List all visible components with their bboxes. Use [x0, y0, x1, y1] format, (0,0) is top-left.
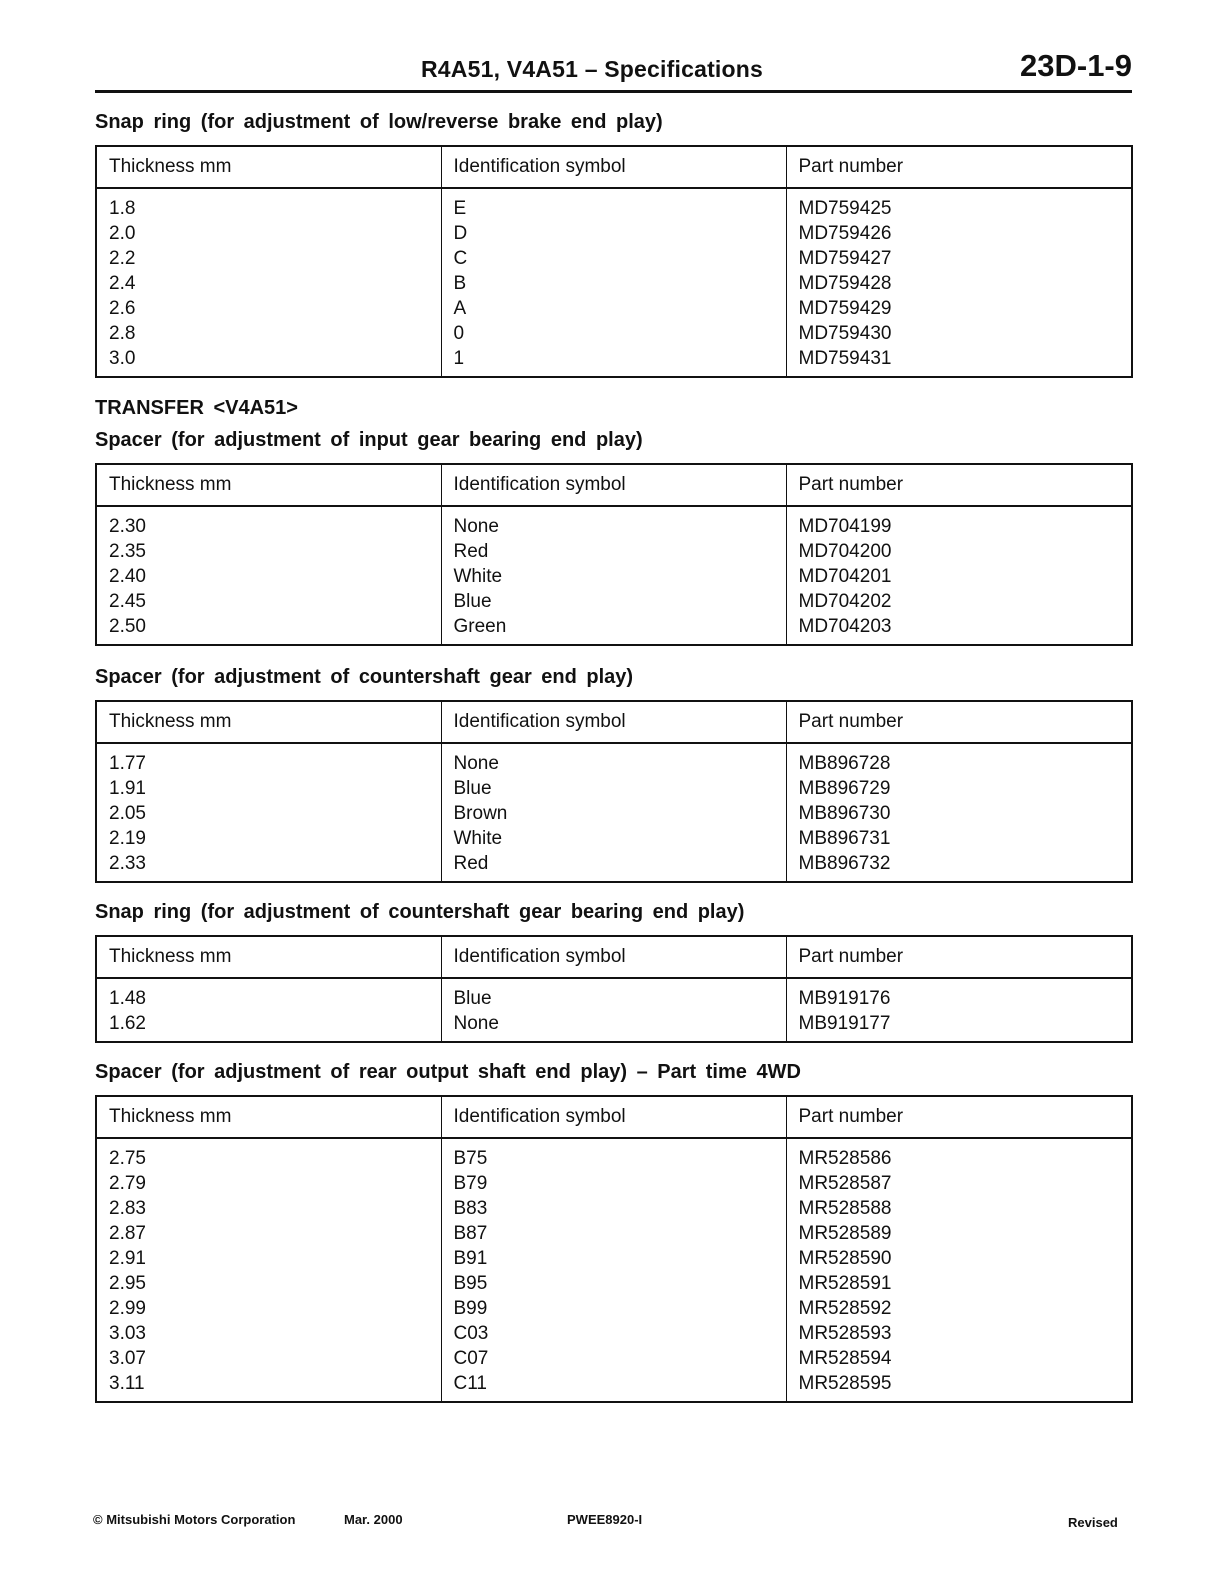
identification-symbol-cell: C07 [441, 1346, 786, 1371]
part-number-cell: MD759426 [786, 221, 1132, 246]
identification-symbol-cell: Red [441, 539, 786, 564]
identification-symbol-cell: B87 [441, 1221, 786, 1246]
page-number: 23D-1-9 [1020, 48, 1132, 83]
identification-symbol-cell: A [441, 296, 786, 321]
identification-symbol-cell: None [441, 743, 786, 776]
section-title-countershaft-bearing-snap-ring: Snap ring (for adjustment of countershaft gear bearing end play) [95, 901, 745, 923]
footer-doc-code: PWEE8920-I [567, 1512, 643, 1527]
thickness-cell: 2.05 [96, 801, 441, 826]
column-header-thickness: Thickness mm [96, 146, 441, 188]
thickness-cell: 2.79 [96, 1171, 441, 1196]
part-number-cell: MR528592 [786, 1296, 1132, 1321]
part-number-cell: MR528594 [786, 1346, 1132, 1371]
identification-symbol-cell: Green [441, 614, 786, 645]
section-title-countershaft-spacer: Spacer (for adjustment of countershaft gear end play) [95, 666, 634, 688]
identification-symbol-cell: B79 [441, 1171, 786, 1196]
table-row [96, 246, 1132, 271]
column-header-thickness: Thickness mm [96, 464, 441, 506]
part-number-cell: MB896730 [786, 801, 1132, 826]
document-title: R4A51, V4A51 – Specifications [421, 56, 764, 82]
identification-symbol-cell: Blue [441, 589, 786, 614]
identification-symbol-cell: B83 [441, 1196, 786, 1221]
identification-symbol-cell: None [441, 1011, 786, 1042]
table-row [96, 614, 1132, 645]
table-row [96, 1171, 1132, 1196]
identification-symbol-cell: White [441, 564, 786, 589]
part-number-cell: MB896731 [786, 826, 1132, 851]
part-number-cell: MD759431 [786, 346, 1132, 377]
part-number-cell: MD759425 [786, 188, 1132, 221]
part-number-cell: MD704200 [786, 539, 1132, 564]
table-row [96, 1321, 1132, 1346]
part-number-cell: MR528589 [786, 1221, 1132, 1246]
part-number-cell: MD704201 [786, 564, 1132, 589]
part-number-cell: MB919177 [786, 1011, 1132, 1042]
column-header-part-number: Part number [786, 464, 1132, 506]
table-row [96, 321, 1132, 346]
table-row [96, 296, 1132, 321]
thickness-cell: 1.77 [96, 743, 441, 776]
thickness-cell: 1.8 [96, 188, 441, 221]
identification-symbol-cell: Red [441, 851, 786, 882]
table-row [96, 1296, 1132, 1321]
part-number-cell: MD759427 [786, 246, 1132, 271]
thickness-cell: 2.75 [96, 1138, 441, 1171]
identification-symbol-cell: B95 [441, 1271, 786, 1296]
table-row [96, 539, 1132, 564]
thickness-cell: 2.0 [96, 221, 441, 246]
identification-symbol-cell: B99 [441, 1296, 786, 1321]
thickness-cell: 2.40 [96, 564, 441, 589]
thickness-cell: 2.30 [96, 506, 441, 539]
thickness-cell: 2.99 [96, 1296, 441, 1321]
column-header-identification: Identification symbol [441, 1096, 786, 1138]
section-title-rear-output-shaft-spacer: Spacer (for adjustment of rear output shaft end play) – Part time 4WD [95, 1061, 801, 1083]
section-title-input-gear-spacer: Spacer (for adjustment of input gear bearing end play) [95, 429, 643, 451]
column-header-identification: Identification symbol [441, 146, 786, 188]
part-number-cell: MD704202 [786, 589, 1132, 614]
identification-symbol-cell: 0 [441, 321, 786, 346]
table-row [96, 564, 1132, 589]
table-row [96, 188, 1132, 221]
footer-status: Revised [1068, 1515, 1118, 1530]
table-row [96, 1346, 1132, 1371]
thickness-cell: 2.6 [96, 296, 441, 321]
thickness-cell: 2.19 [96, 826, 441, 851]
thickness-cell: 2.91 [96, 1246, 441, 1271]
part-number-cell: MB896728 [786, 743, 1132, 776]
table-row [96, 801, 1132, 826]
column-header-identification: Identification symbol [441, 464, 786, 506]
group-title-transfer: TRANSFER <V4A51> [95, 397, 298, 419]
part-number-cell: MD759429 [786, 296, 1132, 321]
table-row [96, 743, 1132, 776]
table-row [96, 826, 1132, 851]
part-number-cell: MB919176 [786, 978, 1132, 1011]
table-row [96, 1246, 1132, 1271]
part-number-cell: MD759428 [786, 271, 1132, 296]
thickness-cell: 1.62 [96, 1011, 441, 1042]
thickness-cell: 3.03 [96, 1321, 441, 1346]
column-header-identification: Identification symbol [441, 701, 786, 743]
column-header-identification: Identification symbol [441, 936, 786, 978]
identification-symbol-cell: Brown [441, 801, 786, 826]
column-header-thickness: Thickness mm [96, 936, 441, 978]
spec-table-rear-output-shaft-spacer [95, 1095, 1133, 1403]
part-number-cell: MR528590 [786, 1246, 1132, 1271]
identification-symbol-cell: 1 [441, 346, 786, 377]
table-row [96, 978, 1132, 1011]
thickness-cell: 1.91 [96, 776, 441, 801]
section-title-low-reverse-snap-ring: Snap ring (for adjustment of low/reverse brake end play) [95, 111, 663, 133]
thickness-cell: 2.45 [96, 589, 441, 614]
thickness-cell: 1.48 [96, 978, 441, 1011]
thickness-cell: 3.11 [96, 1371, 441, 1402]
table-row [96, 1138, 1132, 1171]
part-number-cell: MB896732 [786, 851, 1132, 882]
part-number-cell: MB896729 [786, 776, 1132, 801]
column-header-thickness: Thickness mm [96, 1096, 441, 1138]
spec-table-countershaft-bearing-snap-ring [95, 935, 1133, 1043]
thickness-cell: 2.35 [96, 539, 441, 564]
part-number-cell: MR528586 [786, 1138, 1132, 1171]
table-row [96, 1371, 1132, 1402]
identification-symbol-cell: E [441, 188, 786, 221]
column-header-thickness: Thickness mm [96, 701, 441, 743]
thickness-cell: 2.50 [96, 614, 441, 645]
table-row [96, 1221, 1132, 1246]
spec-table-input-gear-spacer [95, 463, 1133, 646]
identification-symbol-cell: None [441, 506, 786, 539]
table-row [96, 589, 1132, 614]
table-row [96, 851, 1132, 882]
table-row [96, 776, 1132, 801]
table-row [96, 506, 1132, 539]
part-number-cell: MD704199 [786, 506, 1132, 539]
part-number-cell: MD759430 [786, 321, 1132, 346]
identification-symbol-cell: B75 [441, 1138, 786, 1171]
column-header-part-number: Part number [786, 936, 1132, 978]
identification-symbol-cell: C03 [441, 1321, 786, 1346]
thickness-cell: 2.83 [96, 1196, 441, 1221]
identification-symbol-cell: Blue [441, 776, 786, 801]
table-row [96, 346, 1132, 377]
table-row [96, 1196, 1132, 1221]
column-header-part-number: Part number [786, 146, 1132, 188]
thickness-cell: 2.95 [96, 1271, 441, 1296]
table-row [96, 271, 1132, 296]
identification-symbol-cell: B [441, 271, 786, 296]
column-header-part-number: Part number [786, 1096, 1132, 1138]
page-header [95, 48, 1132, 93]
part-number-cell: MR528588 [786, 1196, 1132, 1221]
thickness-cell: 3.0 [96, 346, 441, 377]
identification-symbol-cell: Blue [441, 978, 786, 1011]
spec-table-low-reverse-snap-ring [95, 145, 1133, 378]
part-number-cell: MD704203 [786, 614, 1132, 645]
part-number-cell: MR528587 [786, 1171, 1132, 1196]
thickness-cell: 3.07 [96, 1346, 441, 1371]
part-number-cell: MR528593 [786, 1321, 1132, 1346]
identification-symbol-cell: D [441, 221, 786, 246]
identification-symbol-cell: C [441, 246, 786, 271]
identification-symbol-cell: C11 [441, 1371, 786, 1402]
spec-table-countershaft-spacer [95, 700, 1133, 883]
column-header-part-number: Part number [786, 701, 1132, 743]
identification-symbol-cell: White [441, 826, 786, 851]
identification-symbol-cell: B91 [441, 1246, 786, 1271]
footer-date: Mar. 2000 [344, 1512, 403, 1527]
part-number-cell: MR528595 [786, 1371, 1132, 1402]
thickness-cell: 2.4 [96, 271, 441, 296]
part-number-cell: MR528591 [786, 1271, 1132, 1296]
thickness-cell: 2.87 [96, 1221, 441, 1246]
table-row [96, 1011, 1132, 1042]
footer-copyright: © Mitsubishi Motors Corporation [93, 1512, 296, 1527]
thickness-cell: 2.33 [96, 851, 441, 882]
table-row [96, 221, 1132, 246]
thickness-cell: 2.2 [96, 246, 441, 271]
table-row [96, 1271, 1132, 1296]
thickness-cell: 2.8 [96, 321, 441, 346]
